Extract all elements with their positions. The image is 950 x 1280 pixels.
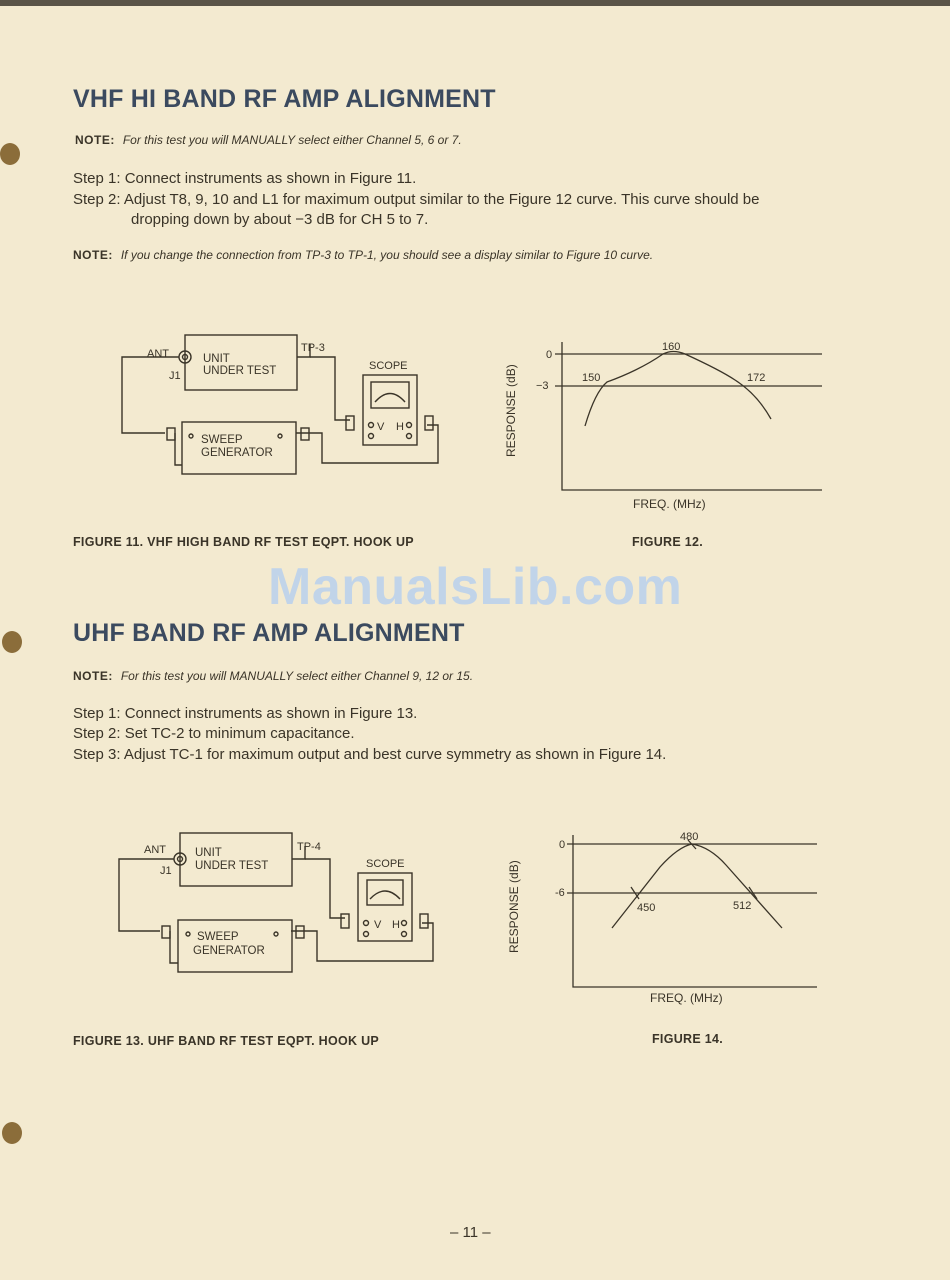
figure-13-diagram: [110, 828, 445, 978]
top-edge: [0, 0, 950, 6]
binder-hole: [2, 631, 22, 653]
response-curve: [612, 844, 782, 928]
unit-under-test-box: [185, 335, 297, 390]
axes: [573, 835, 817, 987]
unit-label: UNIT: [203, 353, 230, 365]
unit-label-2: UNDER TEST: [195, 860, 269, 872]
figure-11-diagram: [115, 330, 450, 480]
tick-m6: -6: [555, 887, 565, 899]
step-3-uhf: Step 3: Adjust TC-1 for maximum output and best curve symmetry as shown in Figure 14.: [73, 746, 667, 763]
response-curve: [585, 352, 771, 427]
j1-label: J1: [160, 865, 172, 877]
x-axis-label: FREQ. (MHz): [650, 991, 723, 1005]
scope-screen: [371, 382, 409, 408]
x-axis-label: FREQ. (MHz): [633, 497, 706, 511]
ant-label: ANT: [144, 844, 166, 856]
note-text: For this test you will MANUALLY select either Channel 5, 6 or 7.: [122, 133, 462, 147]
note-label: NOTE:: [73, 248, 113, 262]
unit-label-2: UNDER TEST: [203, 365, 277, 377]
step-2-vhf: Step 2: Adjust T8, 9, 10 and L1 for maximum output similar to the Figure 12 curve. This curve should be: [73, 191, 760, 208]
step-2-vhf-cont: dropping down by about −3 dB for CH 5 to 7.: [131, 211, 429, 228]
figure-12-graph: [495, 330, 835, 520]
sweep-label-2: GENERATOR: [193, 945, 265, 957]
label-150: 150: [582, 372, 601, 384]
note-text: For this test you will MANUALLY select either Channel 9, 12 or 15.: [120, 669, 474, 683]
note-uhf-channels: [73, 669, 473, 683]
label-512: 512: [733, 900, 752, 912]
tick-0: 0: [546, 349, 553, 361]
axes: [562, 342, 822, 490]
section-title-uhf: UHF BAND RF AMP ALIGNMENT: [73, 619, 465, 647]
scope-screen: [367, 880, 403, 905]
sweep-label: SWEEP: [201, 434, 243, 446]
note-label: NOTE:: [75, 133, 115, 147]
tp-label: TP-3: [301, 342, 325, 354]
y-axis-label: RESPONSE (dB): [507, 860, 521, 953]
label-450: 450: [637, 902, 656, 914]
figure-14-caption: FIGURE 14.: [652, 1032, 724, 1046]
figure-14-graph: [500, 825, 830, 1015]
step-2-uhf: Step 2: Set TC-2 to minimum capacitance.: [73, 725, 355, 742]
figure-13-caption: FIGURE 13. UHF BAND RF TEST EQPT. HOOK UP: [73, 1034, 380, 1048]
label-480: 480: [680, 831, 699, 843]
scope-box: [358, 873, 412, 941]
scope-h-label: H: [396, 421, 404, 433]
note-text: If you change the connection from TP-3 to TP-1, you should see a display similar to Figure 10 curve.: [120, 248, 654, 262]
step-1-vhf: Step 1: Connect instruments as shown in Figure 11.: [73, 170, 417, 187]
note-label: NOTE:: [73, 669, 113, 683]
binder-hole: [2, 1122, 22, 1144]
note-vhf-tp: [73, 248, 653, 262]
scope-v-label: V: [374, 919, 382, 931]
label-172: 172: [747, 372, 766, 384]
scope-v-label: V: [377, 421, 385, 433]
scope-h-label: H: [392, 919, 400, 931]
ant-label: ANT: [147, 348, 169, 360]
page-number: – 11 –: [450, 1224, 491, 1241]
figure-11-caption: FIGURE 11. VHF HIGH BAND RF TEST EQPT. HOOK UP: [73, 535, 414, 549]
sweep-label: SWEEP: [197, 931, 239, 943]
tick-m3: −3: [536, 380, 549, 392]
sweep-label-2: GENERATOR: [201, 447, 273, 459]
tp-label: TP-4: [297, 841, 321, 853]
scope-label: SCOPE: [366, 858, 405, 870]
watermark: ManualsLib.com: [268, 558, 683, 616]
y-axis-label: RESPONSE (dB): [504, 364, 518, 457]
label-160: 160: [662, 341, 681, 353]
figure-12-caption: FIGURE 12.: [632, 535, 704, 549]
step-1-uhf: Step 1: Connect instruments as shown in Figure 13.: [73, 705, 418, 722]
j1-label: J1: [169, 370, 181, 382]
scope-label: SCOPE: [369, 360, 408, 372]
tick-0: 0: [559, 839, 566, 851]
binder-hole: [0, 143, 20, 165]
note-vhf-channels: [75, 133, 462, 147]
section-title-vhf: VHF HI BAND RF AMP ALIGNMENT: [73, 85, 496, 113]
unit-label: UNIT: [195, 847, 222, 859]
